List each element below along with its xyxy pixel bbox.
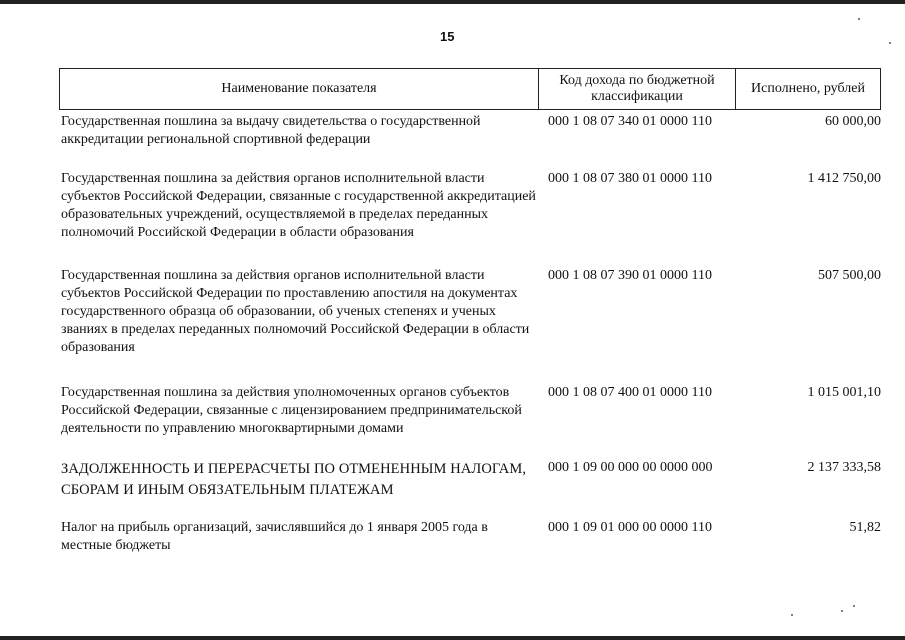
row-name: Государственная пошлина за действия органов исполнительной власти субъектов Российской Федерации по проставлению апостиля на документах государственного образца об образовании, об ученых степенях и ученых званиях в пределах переданных полномочий Российской Федерации в области образования [61,268,530,355]
row-amount: 51,82 [849,520,881,535]
row-code: 000 1 08 07 400 01 0000 110 [548,385,712,400]
header-code-column: Код дохода по бюджетной классификации [539,69,736,109]
top-border-rule [0,0,905,4]
scan-speck [858,18,860,20]
row-amount: 1 015 001,10 [807,385,881,400]
table-header [59,68,881,110]
row-code: 000 1 08 07 340 01 0000 110 [548,114,712,129]
row-name: Государственная пошлина за действия уполномоченных органов субъектов Российской Федерации, связанные с лицензированием предпринимательской деятельности по управлению многоквартирными домами [61,385,522,436]
row-amount: 507 500,00 [818,268,881,283]
row-name: Государственная пошлина за выдачу свидетельства о государственной аккредитации региональной спортивной федерации [61,114,481,147]
row-name: Налог на прибыль организаций, зачислявшийся до 1 января 2005 года в местные бюджеты [61,520,488,553]
row-name: Государственная пошлина за действия органов исполнительной власти субъектов Российской Федерации, связанные с государственной аккредитацией образовательных учреждений, осуществляемой в пределах переданных полномочий Российской Федерации в области образования [61,171,536,240]
row-amount: 1 412 750,00 [807,171,881,186]
row-code: 000 1 08 07 380 01 0000 110 [548,171,712,186]
row-amount: 60 000,00 [825,114,881,129]
row-amount: 2 137 333,58 [807,460,881,475]
header-name-column: Наименование показателя [60,69,539,109]
page-number: 15 [440,29,455,44]
row-code: 000 1 08 07 390 01 0000 110 [548,268,712,283]
scan-speck [853,605,855,607]
row-code: 000 1 09 01 000 00 0000 110 [548,520,712,535]
scan-speck [889,42,891,44]
scan-speck [791,614,793,616]
row-code: 000 1 09 00 000 00 0000 000 [548,460,713,475]
row-name: ЗАДОЛЖЕННОСТЬ И ПЕРЕРАСЧЕТЫ ПО ОТМЕНЕННЫМ НАЛОГАМ, СБОРАМ И ИНЫМ ОБЯЗАТЕЛЬНЫМ ПЛАТЕЖАМ [61,461,527,498]
bottom-border-rule [0,636,905,640]
header-amount-column: Исполнено, рублей [751,81,865,96]
scan-speck [841,610,843,612]
